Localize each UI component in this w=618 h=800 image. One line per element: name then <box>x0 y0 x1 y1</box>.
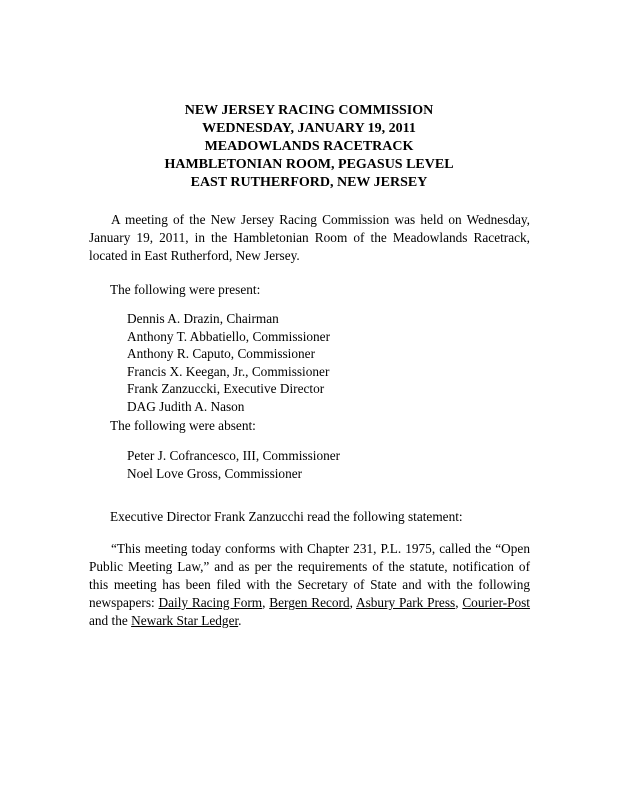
absent-label: The following were absent: <box>110 418 256 433</box>
list-item: Dennis A. Drazin, Chairman <box>127 311 279 326</box>
list-item: Noel Love Gross, Commissioner <box>127 465 303 481</box>
header-venue: MEADOWLANDS RACETRACK <box>204 139 414 154</box>
absent-list <box>127 447 340 482</box>
newspaper-courier-post: Courier-Post <box>462 595 531 610</box>
list-item: Anthony R. Caputo, Commissioner <box>127 346 316 361</box>
newspaper-newark-star-ledger: Newark Star Ledger <box>131 613 239 628</box>
statement-paragraph: “This meeting today conforms with Chapter 231, P.L. 1975, called the “Open Public Meeting Law,” and as per the requirements of the statute, notification of this meeting has been filed with the Secretary of State and with the following newspapers: Daily Racing Form, Bergen Record, Asbury Park Press, Courier-Post and the Newark Star Ledger. <box>89 541 531 628</box>
intro-paragraph: A meeting of the New Jersey Racing Commission was held on Wednesday, January 19, 2011, in the Hambletonian Room of the Meadowlands Racetrack, located in East Rutherford, New Jersey. <box>89 212 530 263</box>
list-item: Francis X. Keegan, Jr., Commissioner <box>127 363 330 379</box>
list-item: Anthony T. Abbatiello, Commissioner <box>127 328 331 344</box>
list-item: DAG Judith A. Nason <box>127 398 245 414</box>
document-header <box>0 102 618 192</box>
statement-text: “This meeting today conforms with Chapter 231, P.L. 1975, called the “Open Public Meeting Law,” and as per the requirements of the statute, notification of this meeting has been filed with the Secretary of State and with the following newspapers: <box>89 541 530 610</box>
header-room: HAMBLETONIAN ROOM, PEGASUS LEVEL <box>164 157 454 172</box>
header-location: EAST RUTHERFORD, NEW JERSEY <box>190 175 428 190</box>
newspaper-bergen-record: Bergen Record <box>269 595 350 610</box>
newspaper-asbury-park-press: Asbury Park Press <box>356 595 456 610</box>
list-item: Peter J. Cofrancesco, III, Commissioner <box>127 448 341 463</box>
header-title: NEW JERSEY RACING COMMISSION <box>184 103 434 118</box>
newspaper-daily-racing-form: Daily Racing Form <box>158 595 263 610</box>
header-date: WEDNESDAY, JANUARY 19, 2011 <box>202 121 416 136</box>
present-label: The following were present: <box>110 282 261 297</box>
list-item: Frank Zanzuccki, Executive Director <box>127 381 325 396</box>
statement-intro: Executive Director Frank Zanzucchi read the following statement: <box>110 509 463 524</box>
present-list <box>127 310 330 415</box>
